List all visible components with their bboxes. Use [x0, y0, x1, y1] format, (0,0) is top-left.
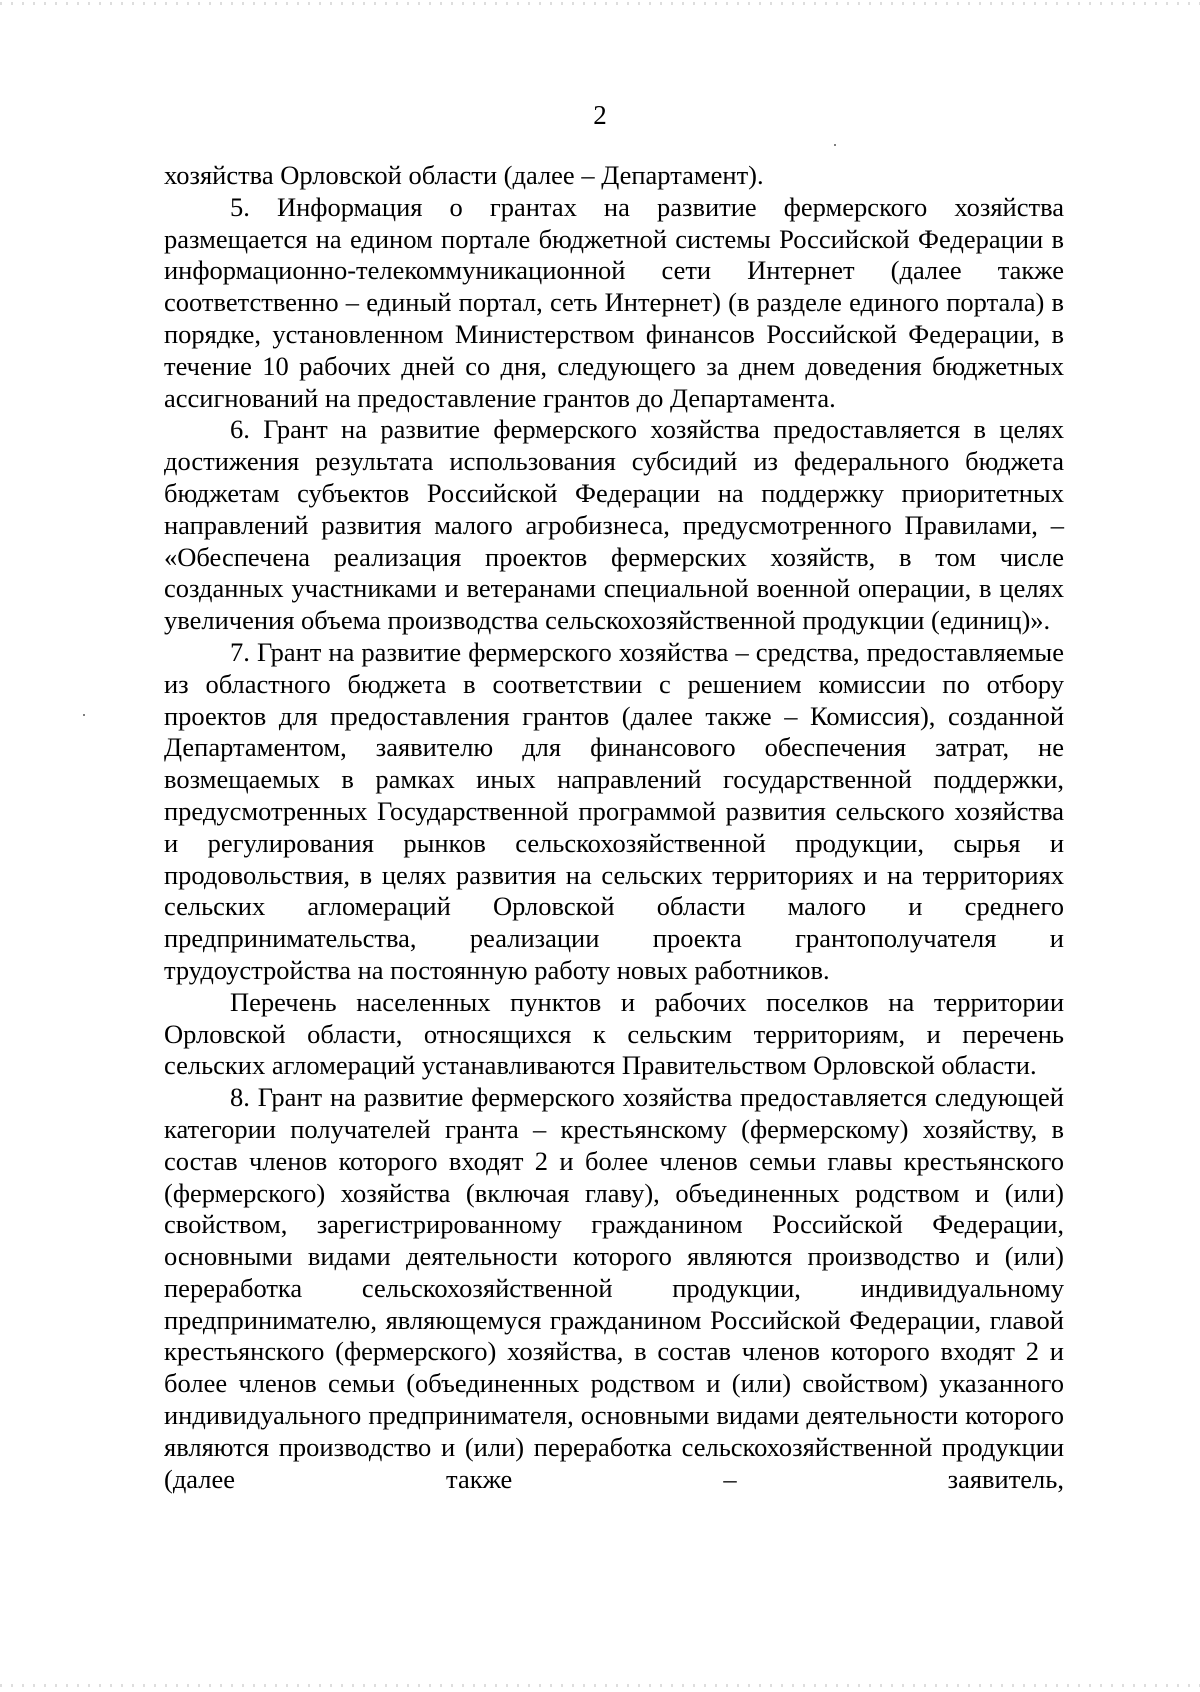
paragraph-item-8: 8. Грант на развитие фермерского хозяйства предоставляется следующей категории получателей гранта – крестьянскому (фермерскому) хозяйству, в состав членов которого входят 2 и более членов семьи главы крестьянского (фермерского) хозяйства (включая главу), объединенных родством и (или) свойством, зарегистрированному гражданином Российской Федерации, основными видами деятельности которого являются производство и (или) переработка сельскохозяйственной продукции, индивидуальному предпринимателю, являющемуся гражданином Российской Федерации, главой крестьянского (фермерского) хозяйства, в состав членов которого входят 2 и более членов семьи (объединенных родством и (или) свойством) указанного индивидуального предпринимателя, основными видами деятельности которого являются производство и (или) переработка сельскохозяйственной продукции (далее также – заявитель,: [164, 1082, 1064, 1494]
document-body: [164, 160, 1064, 1495]
scan-speck: [834, 144, 836, 146]
paragraph-continuation: хозяйства Орловской области (далее – Департамент).: [164, 160, 764, 190]
page-number: 2: [593, 100, 607, 130]
paragraph-item-6: 6. Грант на развитие фермерского хозяйства предоставляется в целях достижения результата использования субсидий из федерального бюджета бюджетам субъектов Российской Федерации на поддержку приоритетных направлений развития малого агробизнеса, предусмотренного Правилами, – «Обеспечена реализация проектов фермерских хозяйств, в том числе созданных участниками и ветеранами специальной военной операции, в целях увеличения объема производства сельскохозяйственной продукции (единиц)».: [164, 414, 1064, 636]
scan-speck: [83, 714, 85, 716]
paragraph-item-7: 7. Грант на развитие фермерского хозяйства – средства, предоставляемые из областного бюджета в соответствии с решением комиссии по отбору проектов для предоставления грантов (далее также – Комиссия), созданной Департаментом, заявителю для финансового обеспечения затрат, не возмещаемых в рамках иных направлений государственной поддержки, предусмотренных Государственной программой развития сельского хозяйства и регулирования рынков сельскохозяйственной продукции, сырья и продовольствия, в целях развития на сельских территориях и на территориях сельских агломераций Орловской области малого и среднего предпринимательства, реализации проекта грантополучателя и трудоустройства на постоянную работу новых работников.: [164, 636, 1064, 985]
scan-artifact-top: [0, 2, 1200, 5]
paragraph-settlements-list: Перечень населенных пунктов и рабочих поселков на территории Орловской области, относящихся к сельским территориям, и перечень сельских агломераций устанавливаются Правительством Орловской области.: [164, 986, 1064, 1081]
paragraph-item-5: 5. Информация о грантах на развитие фермерского хозяйства размещается на едином портале бюджетной системы Российской Федерации в информационно-телекоммуникационной сети Интернет (далее также соответственно – единый портал, сеть Интернет) (в разделе единого портала) в порядке, установленном Министерством финансов Российской Федерации, в течение 10 рабочих дней со дня, следующего за днем доведения бюджетных ассигнований на предоставление грантов до Департамента.: [164, 191, 1064, 413]
scan-artifact-bottom: [0, 1684, 1200, 1687]
